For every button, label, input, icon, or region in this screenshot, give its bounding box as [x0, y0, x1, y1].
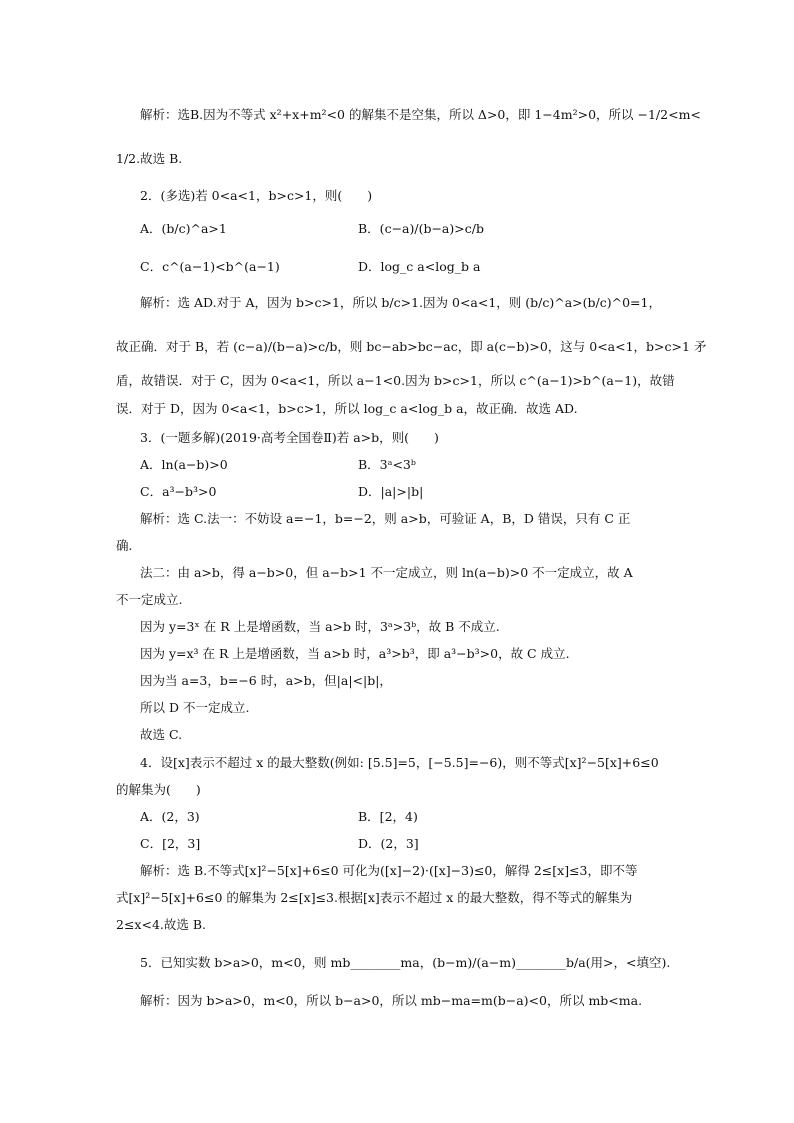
- text-line: 解析：因为 b>a>0，m<0，所以 b−a>0，所以 mb−ma=m(b−a)<0，所以 mb<ma.: [140, 993, 643, 1008]
- option: C．c^(a−1)<b^(a−1): [140, 259, 280, 274]
- question-3-stem: 3．(一题多解)(2019·高考全国卷Ⅱ)若 a>b，则( ): [140, 430, 439, 445]
- text-line: 1/2.故选 B.: [116, 151, 183, 166]
- text-line: 盾，故错误．对于 C，因为 0<a<1，所以 a−1<0.因为 b>c>1，所以 c^(a−1)>b^(a−1)，故错: [116, 373, 675, 388]
- text-line: 不一定成立.: [116, 592, 183, 607]
- text-line: 解析：选 AD.对于 A，因为 b>c>1，所以 b/c>1.因为 0<a<1，则 (b/c)^a>(b/c)^0=1，: [140, 295, 661, 310]
- option: B．[2，4): [358, 809, 418, 824]
- question-5-stem: 5．已知实数 b>a>0，m<0，则 mb________ma，(b−m)/(a−m)________b/a(用>，<填空).: [140, 955, 671, 970]
- text-line: 解析：选B.因为不等式 x²+x+m²<0 的解集不是空集，所以 Δ>0，即 1−4m²>0，所以 −1/2<m<: [140, 107, 701, 122]
- question-2-stem: 2．(多选)若 0<a<1，b>c>1，则( ): [140, 188, 373, 203]
- text-line: 法二：由 a>b，得 a−b>0，但 a−b>1 不一定成立，则 ln(a−b)>0 不一定成立，故 A: [140, 565, 633, 580]
- option: D．(2，3]: [358, 836, 419, 851]
- option: D．log_c a<log_b a: [358, 259, 481, 274]
- option: A．(2，3): [140, 809, 200, 824]
- question-4-stem: 4．设[x]表示不超过 x 的最大整数(例如: [5.5]=5，[−5.5]=−6)，则不等式[x]²−5[x]+6≤0: [140, 755, 659, 770]
- text-line: 确.: [116, 538, 133, 553]
- text-line: 误．对于 D，因为 0<a<1，b>c>1，所以 log_c a<log_b a，故正确．故选 AD.: [116, 401, 578, 416]
- text-line: 2≤x<4.故选 B.: [116, 917, 207, 932]
- text-line: 解析：选 C.法一：不妨设 a=−1，b=−2，则 a>b，可验证 A，B，D 错误，只有 C 正: [140, 511, 631, 526]
- option: C．[2，3]: [140, 836, 201, 851]
- option: C．a³−b³>0: [140, 484, 217, 499]
- text-line: 故选 C.: [140, 727, 183, 742]
- text-line: 故正确．对于 B，若 (c−a)/(b−a)>c/b，则 bc−ab>bc−ac，即 a(c−b)>0，这与 0<a<1，b>c>1 矛: [116, 339, 707, 354]
- text-line: 因为 y=3ˣ 在 R 上是增函数，当 a>b 时，3ᵃ>3ᵇ，故 B 不成立.: [140, 619, 500, 634]
- text-line: 所以 D 不一定成立.: [140, 700, 250, 715]
- text-line: 因为当 a=3，b=−6 时，a>b，但|a|<|b|，: [140, 673, 392, 688]
- option: A．ln(a−b)>0: [140, 457, 228, 472]
- option: B．(c−a)/(b−a)>c/b: [358, 221, 484, 236]
- text-line: 的解集为( ): [116, 782, 201, 797]
- text-line: 式[x]²−5[x]+6≤0 的解集为 2≤[x]≤3.根据[x]表示不超过 x 的最大整数，得不等式的解集为: [116, 890, 633, 905]
- option: D．|a|>|b|: [358, 484, 424, 499]
- text-line: 解析：选 B.不等式[x]²−5[x]+6≤0 可化为([x]−2)·([x]−3)≤0，解得 2≤[x]≤3，即不等: [140, 863, 638, 878]
- text-line: 因为 y=x³ 在 R 上是增函数，当 a>b 时，a³>b³，即 a³−b³>0，故 C 成立.: [140, 646, 570, 661]
- option: B．3ᵃ<3ᵇ: [358, 457, 416, 472]
- option: A．(b/c)^a>1: [140, 221, 227, 236]
